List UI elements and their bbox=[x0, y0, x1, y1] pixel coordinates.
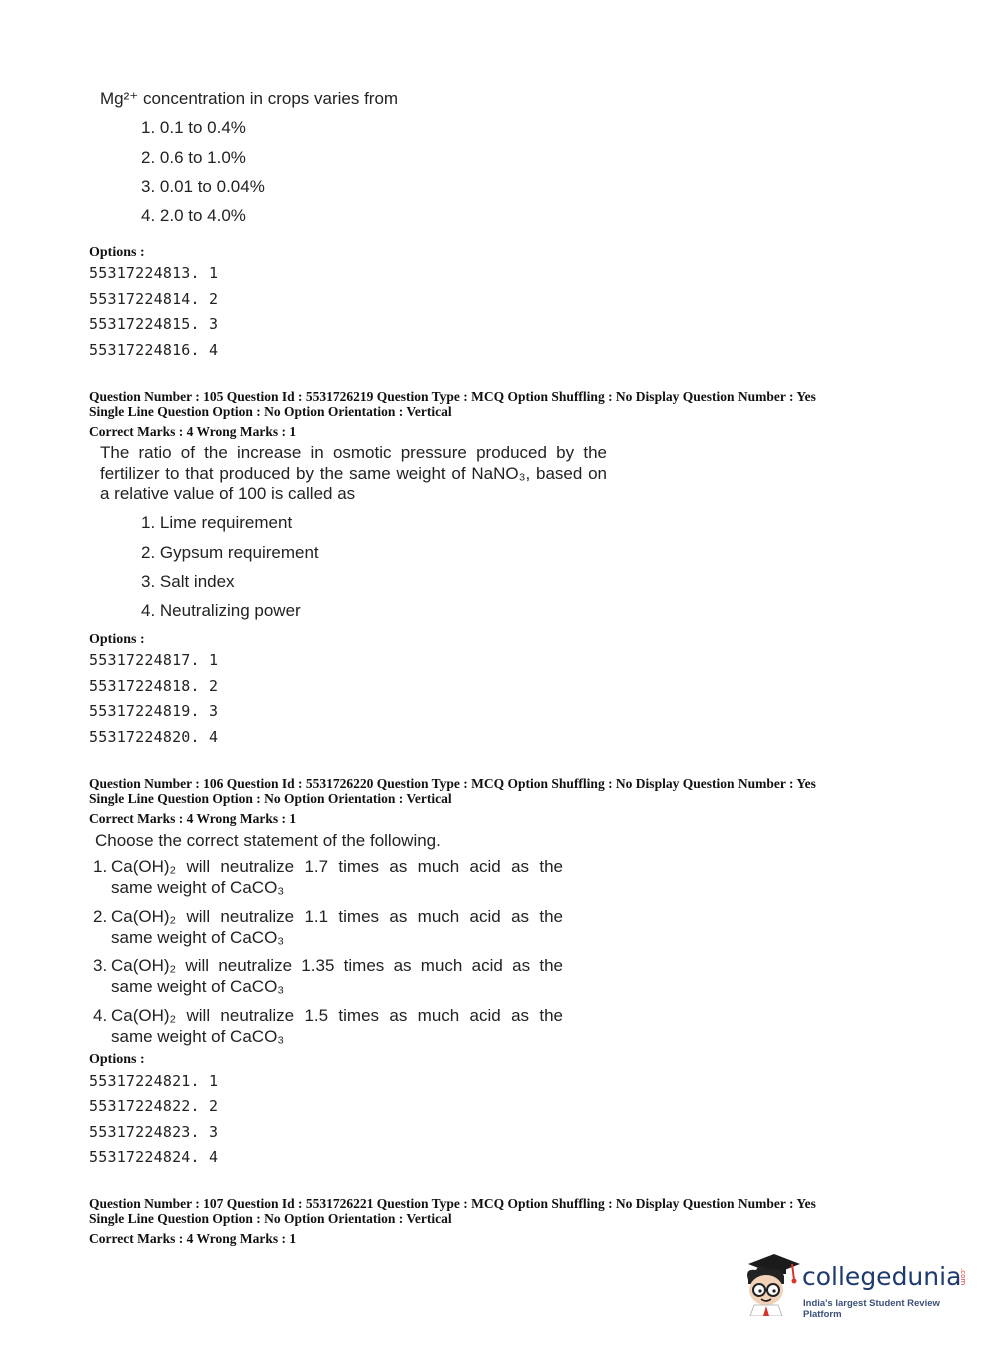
q104-stem: Mg²⁺ concentration in crops varies from bbox=[100, 89, 399, 108]
q104-option-id-4: 55317224816. 4 bbox=[89, 341, 219, 359]
q106-choice-2-number: 2. bbox=[93, 907, 108, 926]
logo-tagline: India's largest Student Review Platform bbox=[803, 1298, 940, 1320]
q104-option-id-1: 55317224813. 1 bbox=[89, 264, 219, 282]
q105-option-id-1: 55317224817. 1 bbox=[89, 651, 219, 669]
q105-options-label: Options : bbox=[89, 632, 145, 647]
q105-choice-2: 2. Gypsum requirement bbox=[141, 543, 319, 562]
q105-meta-line-1: Question Number : 105 Question Id : 5531726219 Question Type : MCQ Option Shuffling : No Display Question Number : Yes bbox=[89, 389, 816, 404]
q106-choice-4-number: 4. bbox=[93, 1006, 108, 1025]
q105-choice-4: 4. Neutralizing power bbox=[141, 601, 301, 620]
q105-choice-3: 3. Salt index bbox=[141, 572, 235, 591]
q104-option-id-2: 55317224814. 2 bbox=[89, 290, 219, 308]
q105-option-id-4: 55317224820. 4 bbox=[89, 728, 219, 746]
q104-choice-3: 3. 0.01 to 0.04% bbox=[141, 177, 265, 196]
q106-stem: Choose the correct statement of the following. bbox=[95, 831, 441, 850]
logo-dotcom: .com bbox=[959, 1268, 967, 1286]
q105-option-id-3: 55317224819. 3 bbox=[89, 702, 219, 720]
q106-choice-1-number: 1. bbox=[93, 857, 108, 876]
q106-options-label: Options : bbox=[89, 1052, 145, 1067]
q105-stem-line-3: a relative value of 100 is called as bbox=[100, 484, 356, 503]
q107-meta-line-2: Single Line Question Option : No Option Orientation : Vertical bbox=[89, 1211, 452, 1226]
q104-option-id-3: 55317224815. 3 bbox=[89, 315, 219, 333]
q105-stem-line-1: The ratio of the increase in osmotic pressure produced by the bbox=[100, 443, 607, 462]
q106-option-id-4: 55317224824. 4 bbox=[89, 1148, 219, 1166]
q106-meta-line-2: Single Line Question Option : No Option Orientation : Vertical bbox=[89, 791, 452, 806]
q106-meta-line-1: Question Number : 106 Question Id : 5531726220 Question Type : MCQ Option Shuffling : No Display Question Number : Yes bbox=[89, 776, 816, 791]
q104-choice-2: 2. 0.6 to 1.0% bbox=[141, 148, 246, 167]
q107-meta-line-1: Question Number : 107 Question Id : 5531726221 Question Type : MCQ Option Shuffling : No Display Question Number : Yes bbox=[89, 1196, 816, 1211]
student-mascot-icon bbox=[740, 1250, 800, 1316]
q106-choice-4-line-2: same weight of CaCO₃ bbox=[111, 1027, 285, 1046]
q106-choice-4 bbox=[93, 1005, 563, 1047]
q104-choice-1: 1. 0.1 to 0.4% bbox=[141, 118, 246, 137]
q106-choice-1-line-2: same weight of CaCO₃ bbox=[111, 878, 285, 897]
q106-choice-3-number: 3. bbox=[93, 956, 108, 975]
q105-stem bbox=[100, 443, 607, 505]
q106-choice-3 bbox=[93, 955, 563, 997]
q104-options-label: Options : bbox=[89, 245, 145, 260]
q106-choice-2-line-1: Ca(OH)₂ will neutralize 1.1 times as much acid as the bbox=[111, 907, 563, 926]
q106-choice-4-line-1: Ca(OH)₂ will neutralize 1.5 times as much acid as the bbox=[111, 1006, 563, 1025]
q106-option-id-3: 55317224823. 3 bbox=[89, 1123, 219, 1141]
q106-choice-2 bbox=[93, 906, 563, 948]
q106-choice-3-line-1: Ca(OH)₂ will neutralize 1.35 times as much acid as the bbox=[111, 956, 563, 975]
q106-choice-3-line-2: same weight of CaCO₃ bbox=[111, 977, 285, 996]
q106-option-id-2: 55317224822. 2 bbox=[89, 1097, 219, 1115]
q105-stem-line-2: fertilizer to that produced by the same weight of NaNO₃, based on bbox=[100, 463, 607, 483]
q104-choice-4: 4. 2.0 to 4.0% bbox=[141, 206, 246, 225]
q106-choice-2-line-2: same weight of CaCO₃ bbox=[111, 928, 285, 947]
q106-choice-1-line-1: Ca(OH)₂ will neutralize 1.7 times as much acid as the bbox=[111, 857, 563, 876]
q107-marks: Correct Marks : 4 Wrong Marks : 1 bbox=[89, 1231, 297, 1246]
q105-meta-line-2: Single Line Question Option : No Option Orientation : Vertical bbox=[89, 404, 452, 419]
q106-option-id-1: 55317224821. 1 bbox=[89, 1072, 219, 1090]
q106-choice-1 bbox=[93, 856, 563, 898]
q105-marks: Correct Marks : 4 Wrong Marks : 1 bbox=[89, 424, 297, 439]
q106-marks: Correct Marks : 4 Wrong Marks : 1 bbox=[89, 811, 297, 826]
collegedunia-logo bbox=[740, 1250, 970, 1320]
q105-choice-1: 1. Lime requirement bbox=[141, 513, 293, 532]
q105-option-id-2: 55317224818. 2 bbox=[89, 677, 219, 695]
logo-wordmark: collegedunia bbox=[802, 1262, 962, 1291]
